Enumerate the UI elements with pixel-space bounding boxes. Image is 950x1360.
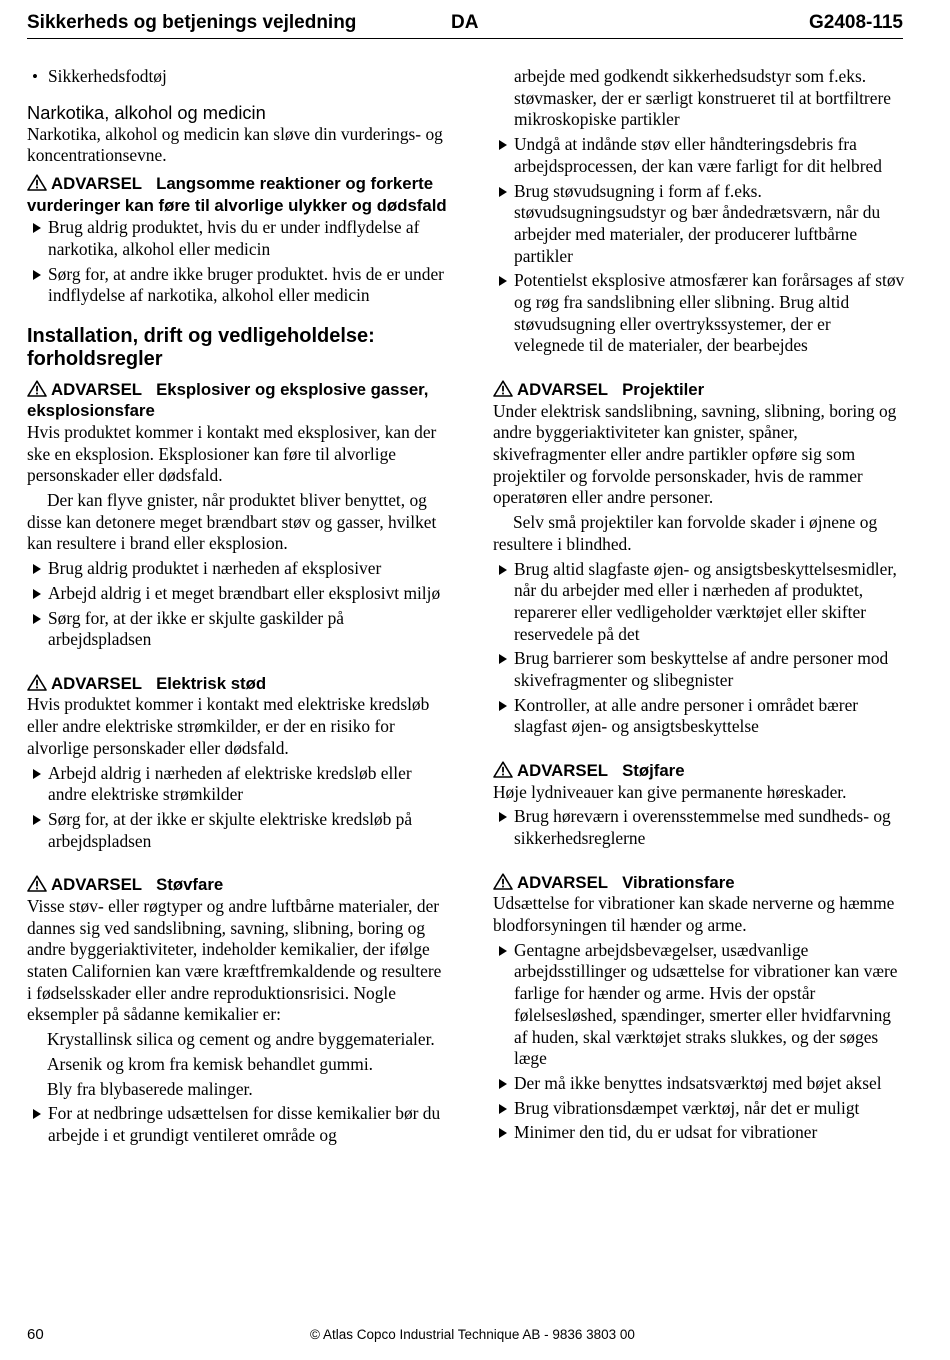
arrow-right-icon <box>499 1079 507 1089</box>
language-code: DA <box>451 12 479 33</box>
arrow-right-icon <box>499 812 507 822</box>
warning-heading: ADVARSEL Elektrisk stød <box>27 673 447 695</box>
list-item: • Sikkerhedsfodtøj <box>32 66 167 86</box>
instruction-list <box>27 1103 447 1146</box>
paragraph: arbejde med godkendt sikkerhedsudstyr som f.eks. støvmasker, der er særligt konstrueret til at bortfiltrere mikroskopiske partikler <box>514 66 891 130</box>
instruction-list <box>27 763 447 853</box>
list-item: Minimer den tid, du er udsat for vibrationer <box>493 1122 905 1144</box>
list-item: Undgå at indånde støv eller håndteringsdebris fra arbejdsprocessen, der kan være farligt for dit helbred <box>493 134 905 177</box>
page-number: 60 <box>27 1326 44 1343</box>
arrow-right-icon <box>499 1128 507 1138</box>
warning-triangle-icon <box>493 380 513 397</box>
paragraph: Hvis produktet kommer i kontakt med eksplosiver, kan der ske en eksplosion. Eksplosioner kan føre til alvorlige personskader eller dødsfald. <box>27 421 437 486</box>
warning-triangle-icon <box>27 875 47 892</box>
warning-heading: ADVARSEL Projektiler <box>493 379 905 401</box>
arrow-right-icon <box>33 270 41 280</box>
list-item: For at nedbringe udsættelsen for disse kemikalier bør du arbejde i et grundigt ventileret område og <box>27 1103 447 1146</box>
warning-triangle-icon <box>493 761 513 778</box>
section-title-installation: Installation, drift og vedligeholdelse: forholdsregler <box>27 324 375 370</box>
list-item: Brug barrierer som beskyttelse af andre personer mod skivefragmenter og slibegnister <box>493 648 905 691</box>
arrow-right-icon <box>499 187 507 197</box>
arrow-right-icon <box>33 815 41 825</box>
list-item: Brug vibrationsdæmpet værktøj, når det er muligt <box>493 1098 905 1120</box>
bullet-dot-icon: • <box>32 67 38 86</box>
warning-triangle-icon <box>27 380 47 397</box>
list-item: Der må ikke benyttes indsatsværktøj med bøjet aksel <box>493 1073 905 1095</box>
warning-heading: ADVARSEL Langsomme reaktioner og forkerte vurderinger kan føre til alvorlige ulykker og dødsfald <box>27 174 447 215</box>
arrow-right-icon <box>499 654 507 664</box>
page-header <box>27 8 903 39</box>
paragraph: Under elektrisk sandslibning, savning, slibning, boring og andre byggeriaktiviteter kan gnister, spåner, skivefragmenter eller andre partikler opføre sig som projektiler og forvolde personskader, hvis de rammer operatøren eller andre personer. <box>493 400 897 508</box>
arrow-right-icon <box>33 589 41 599</box>
warning-triangle-icon <box>27 674 47 691</box>
warning-triangle-icon <box>27 174 47 191</box>
warning-triangle-icon <box>493 873 513 890</box>
warning-heading: ADVARSEL Støjfare <box>493 760 905 782</box>
paragraph: Narkotika, alkohol og medicin kan sløve din vurderings- og koncentrationsevne. <box>27 123 443 166</box>
paragraph: Bly fra blybaserede malinger. <box>47 1078 253 1099</box>
section-title-narkotika: Narkotika, alkohol og medicin <box>27 101 266 123</box>
document-title: Sikkerheds og betjenings vejledning <box>27 12 357 33</box>
arrow-right-icon <box>499 946 507 956</box>
instruction-list <box>493 559 905 739</box>
paragraph: Visse støv- eller røgtyper og andre luftbårne materialer, der dannes sig ved sandslibning, savning, slibning, boring og andre byggeriaktiviteter, indeholder kemikalier, der ifølge staten Californien kan være kræftfremkaldende og resultere i fødselsskader eller andre reproduktionsrisici. Nogle eksempler på sådanne kemikalier er: <box>27 895 442 1025</box>
paragraph: Hvis produktet kommer i kontakt med elektriske kredsløb eller andre elektriske strømkilder, er der en risiko for alvorlige personskader eller dødsfald. <box>27 694 430 758</box>
bullet-list <box>27 66 447 88</box>
arrow-right-icon <box>499 565 507 575</box>
paragraph: Krystallinsk silica og cement og andre byggematerialer. <box>47 1029 435 1050</box>
list-item: Kontroller, at alle andre personer i området bærer slagfast øjen- og ansigtsbeskyttelse <box>493 695 905 738</box>
list-item: Brug aldrig produktet, hvis du er under indflydelse af narkotika, alkohol eller medicin <box>27 217 447 260</box>
instruction-list <box>27 217 447 307</box>
list-item: Arbejd aldrig i nærheden af elektriske kredsløb eller andre elektriske strømkilder <box>27 763 447 806</box>
warning-heading: ADVARSEL Vibrationsfare <box>493 872 905 894</box>
page-footer <box>27 1326 903 1346</box>
instruction-list <box>493 134 905 357</box>
list-item: Brug høreværn i overensstemmelse med sundheds- og sikkerhedsreglerne <box>493 806 905 849</box>
copyright-notice: © Atlas Copco Industrial Technique AB - 9836 3803 00 <box>310 1327 635 1342</box>
list-item: Arbejd aldrig i et meget brændbart eller eksplosivt miljø <box>27 583 447 605</box>
arrow-right-icon <box>499 1104 507 1114</box>
arrow-right-icon <box>33 564 41 574</box>
list-item: Brug støvudsugning i form af f.eks. støvudsugningsudstyr og bær åndedrætsværn, når du arbejder med materialer, der producerer luftbårne partikler <box>493 181 905 268</box>
arrow-right-icon <box>33 614 41 624</box>
list-item: Potentielst eksplosive atmosfærer kan forårsages af støv og røg fra sandslibning eller slibning. Brug altid støvudsugning eller overtrykssystemer, der er velegnede til de materialer, der bearbejdes <box>493 270 905 357</box>
instruction-list <box>493 806 905 849</box>
warning-heading: ADVARSEL Støvfare <box>27 874 447 896</box>
arrow-right-icon <box>499 276 507 286</box>
list-item: Sørg for, at andre ikke bruger produktet. hvis de er under indflydelse af narkotika, alkohol eller medicin <box>27 264 447 307</box>
right-column <box>493 66 905 1147</box>
paragraph: Der kan flyve gnister, når produktet bliver benyttet, og disse kan detonere meget brændbart støv og gasser, hvilket kan resultere i brand eller eksplosion. <box>27 490 437 554</box>
paragraph: Arsenik og krom fra kemisk behandlet gummi. <box>47 1053 374 1074</box>
paragraph: Høje lydniveauer kan give permanente høreskader. <box>493 781 847 802</box>
arrow-right-icon <box>499 140 507 150</box>
paragraph: Udsættelse for vibrationer kan skade nerverne og hæmme blodforsyningen til hænder og arme. <box>493 893 895 935</box>
arrow-right-icon <box>33 223 41 233</box>
arrow-right-icon <box>33 769 41 779</box>
left-column <box>27 66 447 1150</box>
list-item: Sørg for, at der ikke er skjulte elektriske kredsløb på arbejdspladsen <box>27 809 447 852</box>
list-item: Sørg for, at der ikke er skjulte gaskilder på arbejdspladsen <box>27 608 447 651</box>
instruction-list <box>493 940 905 1144</box>
list-item: Gentagne arbejdsbevægelser, usædvanlige arbejdsstillinger og udsættelse for vibrationer kan være farlige for hænder og arme. Hvis der opstår følelsesløshed, spændinger, smerter eller hvidfarvning af huden, skal værktøjet straks slukkes, og der søges læge <box>493 940 905 1070</box>
list-item: Brug aldrig produktet i nærheden af eksplosiver <box>27 558 447 580</box>
warning-heading: ADVARSEL Eksplosiver og eksplosive gasser, eksplosionsfare <box>27 379 429 421</box>
instruction-list <box>27 558 447 651</box>
list-item: Brug altid slagfaste øjen- og ansigtsbeskyttelsesmidler, når du arbejder med eller i nærheden af produktet, reparerer eller vedligeholder værktøjet eller skifter reservedele på det <box>493 559 905 646</box>
document-code: G2408-115 <box>808 12 903 33</box>
arrow-right-icon <box>33 1109 41 1119</box>
paragraph: Selv små projektiler kan forvolde skader i øjnene og resultere i blindhed. <box>493 512 878 554</box>
arrow-right-icon <box>499 701 507 711</box>
